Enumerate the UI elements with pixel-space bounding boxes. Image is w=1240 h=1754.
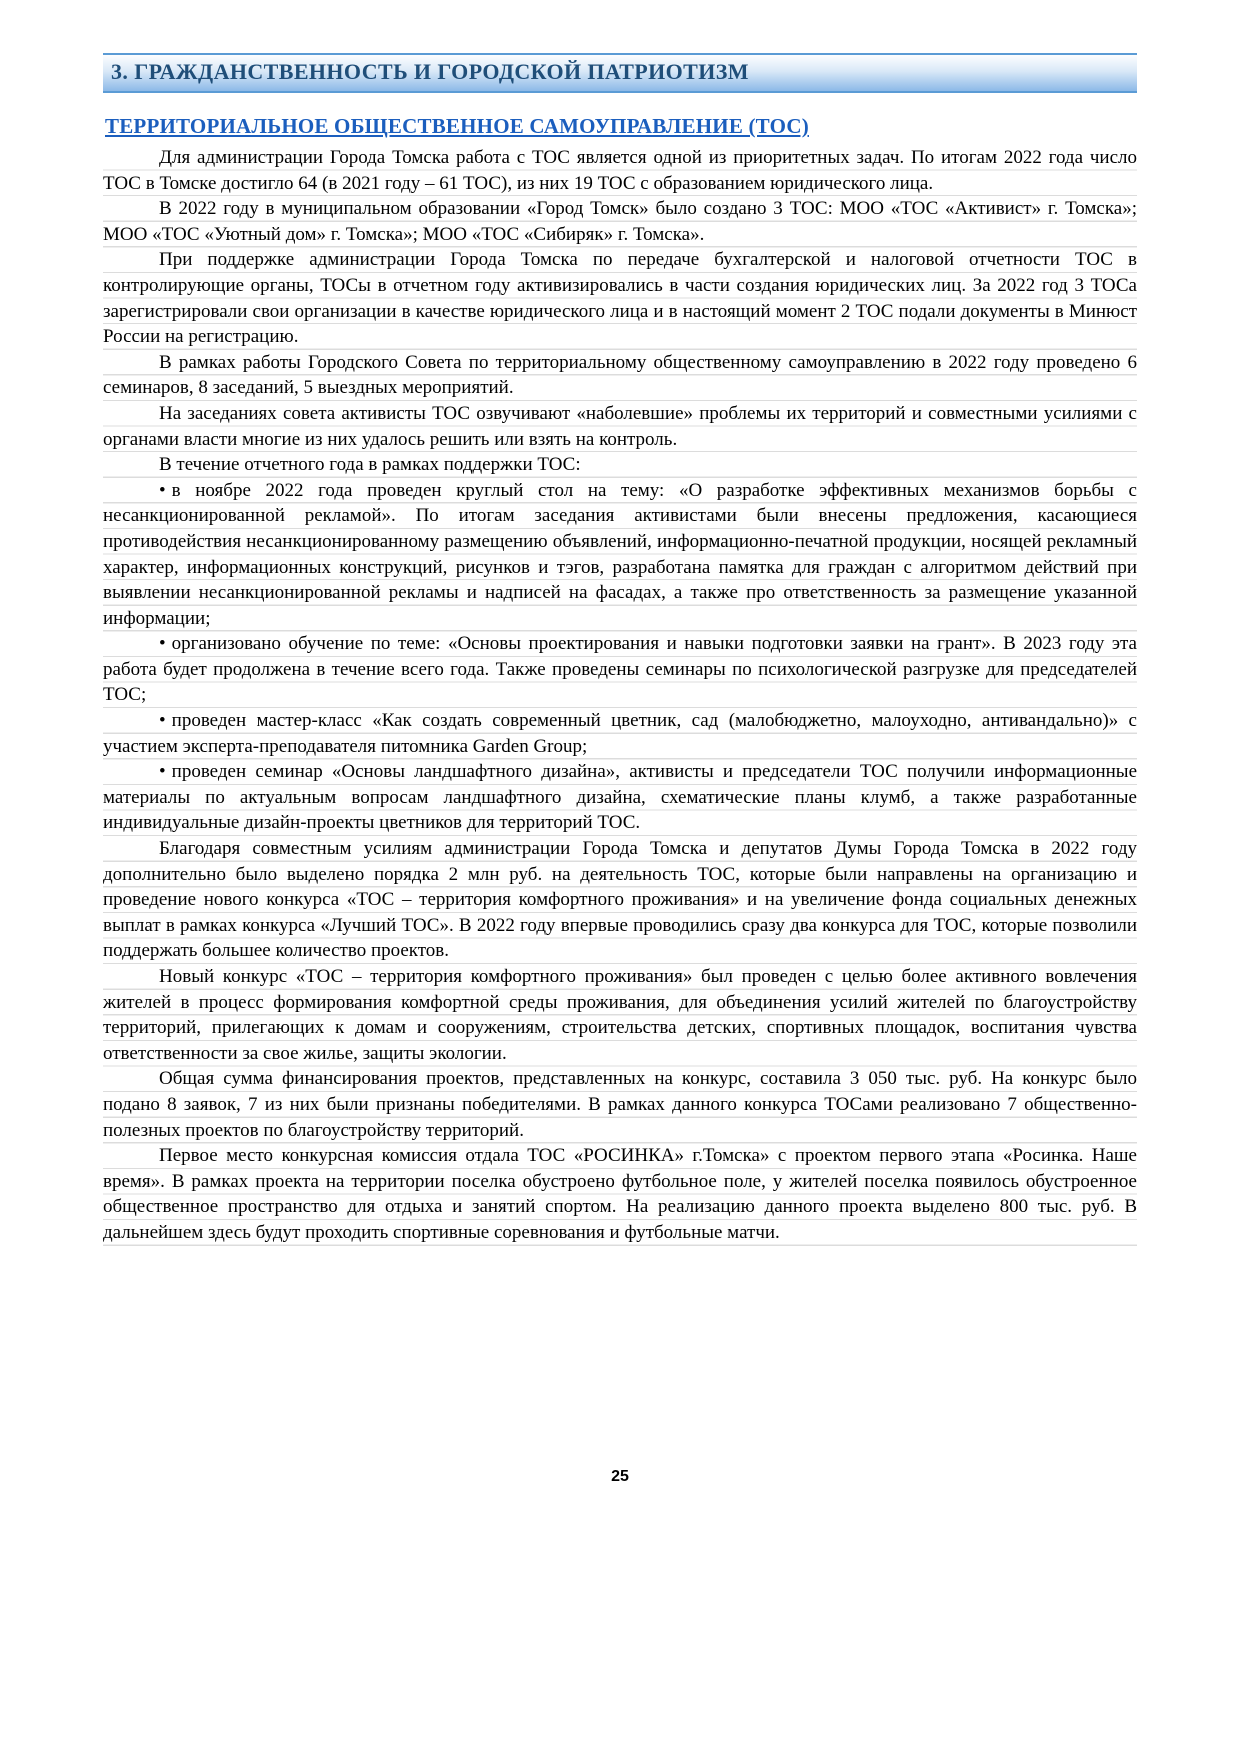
bullet-icon: • xyxy=(159,479,166,501)
bullet-item: • организовано обучение по теме: «Основы проектирования и навыки подготовки заявки на грант». В 2023 году эта работа будет продолжена в течение всего года. Также проведены семинары по психологической разгрузке для председателей ТОС; xyxy=(103,633,1137,706)
paragraph: В течение отчетного года в рамках поддержки ТОС: xyxy=(159,454,581,476)
paragraph: В 2022 году в муниципальном образовании «Город Томск» было создано 3 ТОС: МОО «ТОС «Активист» г. Томска»; МОО «ТОС «Уютный дом» г. Томска»; МОО «ТОС «Сибиряк» г. Томска». xyxy=(103,198,1137,245)
paragraph: Для администрации Города Томска работа с ТОС является одной из приоритетных задач. По итогам 2022 года число ТОС в Томске достигло 64 (в 2021 году – 61 ТОС), из них 19 ТОС с образованием юридического лица. xyxy=(103,147,1137,194)
bullet-icon: • xyxy=(159,710,166,732)
paragraph: Благодаря совместным усилиям администрации Города Томска и депутатов Думы Города Томска в 2022 году дополнительно было выделено порядка 2 млн руб. на деятельность ТОС, которые были направлены на организацию и проведение нового конкурса «ТОС – территория комфортного проживания» и на увеличение фонда социальных денежных выплат в рамках конкурса «Лучший ТОС». В 2022 году впервые проводились сразу два конкурса для ТОС, которые позволили поддержать большее количество проектов. xyxy=(103,838,1137,962)
bullet-icon: • xyxy=(159,633,166,655)
document-body xyxy=(103,145,1137,1246)
chapter-heading-banner xyxy=(103,53,1137,93)
chapter-title: 3. ГРАЖДАНСТВЕННОСТЬ И ГОРОДСКОЙ ПАТРИОТИЗМ xyxy=(111,59,749,84)
paragraph: Общая сумма финансирования проектов, представленных на конкурс, составила 3 050 тыс. руб. На конкурс было подано 8 заявок, 7 из них были признаны победителями. В рамках данного конкурса ТОСами реализовано 7 общественно-полезных проектов по благоустройству территорий. xyxy=(103,1068,1137,1141)
page-number: 25 xyxy=(611,1468,629,1485)
bullet-item: • в ноябре 2022 года проведен круглый стол на тему: «О разработке эффективных механизмов борьбы с несанкционированной рекламой». По итогам заседания активистами были внесены предложения, касающиеся противодействия несанкционированному размещению объявлений, информационно-печатной продукции, носящей рекламный характер, информационных конструкций, рисунков и тэгов, разработана памятка для граждан с алгоритмом действий при выявлении несанкционированной рекламы и надписей на фасадах, а также про ответственность за размещение указанной информации; xyxy=(103,479,1137,629)
paragraph: Первое место конкурсная комиссия отдала ТОС «РОСИНКА» г.Томска» с проектом первого этапа «Росинка. Наше время». В рамках проекта на территории поселка обустроено футбольное поле, у жителей поселка появилось обустроенное общественное пространство для отдыха и занятий спортом. На реализацию данного проекта выделено 800 тыс. руб. В дальнейшем здесь будут проходить спортивные соревнования и футбольные матчи. xyxy=(103,1145,1137,1243)
paragraph: В рамках работы Городского Совета по территориальному общественному самоуправлению в 2022 году проведено 6 семинаров, 8 заседаний, 5 выездных мероприятий. xyxy=(103,351,1137,399)
page-footer xyxy=(0,1468,1240,1486)
bullet-item: • проведен мастер-класс «Как создать современный цветник, сад (малобюджетно, малоуходно, антивандально)» с участием эксперта-преподавателя питомника Garden Group; xyxy=(103,710,1137,757)
paragraph: Новый конкурс «ТОС – территория комфортного проживания» был проведен с целью более активного вовлечения жителей в процесс формирования комфортной среды проживания, для объединения усилий жителей по благоустройству территорий, прилегающих к домам и сооружениям, строительства детских, спортивных площадок, воспитания чувства ответственности за свое жилье, защиты экологии. xyxy=(103,966,1137,1064)
section-title: ТЕРРИТОРИАЛЬНОЕ ОБЩЕСТВЕННОЕ САМОУПРАВЛЕНИЕ (ТОС) xyxy=(105,114,809,138)
bullet-icon: • xyxy=(159,761,166,783)
paragraph: При поддержке администрации Города Томска по передаче бухгалтерской и налоговой отчетности ТОС в контролирующие органы, ТОСы в отчетном году активизировались в части создания юридических лиц. За 2022 год 3 ТОСа зарегистрировали свои организации в качестве юридического лица и в настоящий момент 2 ТОС подали документы в Минюст России на регистрацию. xyxy=(103,249,1137,348)
bullet-item: • проведен семинар «Основы ландшафтного дизайна», активисты и председатели ТОС получили информационные материалы по актуальным вопросам ландшафтного дизайна, схематические планы клумб, а также разработанные индивидуальные дизайн-проекты цветников для территорий ТОС. xyxy=(103,761,1137,834)
paragraph: На заседаниях совета активисты ТОС озвучивают «наболевшие» проблемы их территорий и совместными усилиями с органами власти многие из них удалось решить или взять на контроль. xyxy=(103,402,1137,450)
